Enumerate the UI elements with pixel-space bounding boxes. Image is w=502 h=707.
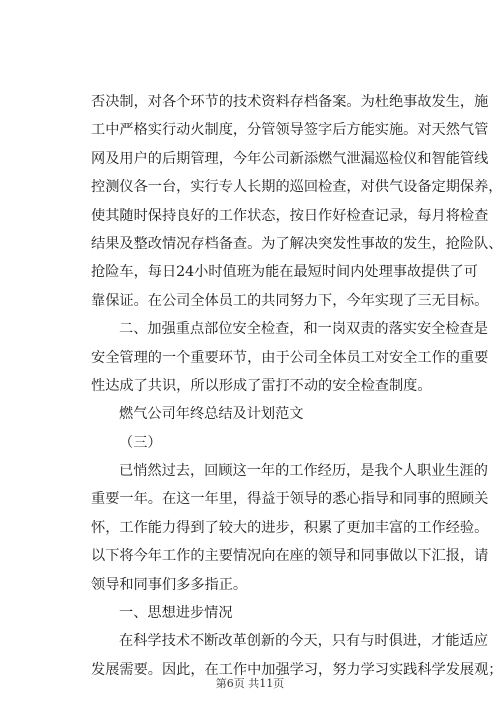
text-line: 安全管理的一个重要环节，由于公司全体员工对安全工作的重要 bbox=[91, 349, 489, 366]
text-line: 燃气公司年终总结及计划范文 bbox=[119, 406, 304, 423]
text-line: 领导和同事们多多指正。 bbox=[91, 576, 248, 593]
text-line: 使其随时保持良好的工作状态，按日作好检查记录，每月将检查 bbox=[91, 207, 489, 224]
text-line: 性达成了共识，所以形成了雷打不动的安全检查制度。 bbox=[91, 377, 432, 394]
text-line: 靠保证。在公司全体员工的共同努力下，今年实现了三无目标。 bbox=[91, 292, 489, 309]
page-footer: 第6页 共11页 bbox=[215, 677, 285, 690]
text-line: 重要一年。在这一年里，得益于领导的悉心指导和同事的照顾关 bbox=[91, 491, 489, 508]
text-line: 控测仪各一台，实行专人长期的巡回检查，对供气设备定期保养， bbox=[91, 179, 502, 196]
text-line: 否决制，对各个环节的技术资料存档备案。为杜绝事故发生，施 bbox=[91, 94, 489, 110]
text-line: 抢险车，每日24小时值班为能在最短时间内处理事故提供了可 bbox=[91, 264, 478, 281]
text-line: 发展需要。因此，在工作中加强学习，努力学习实践科学发展观； bbox=[91, 661, 502, 678]
text-line: 怀，工作能力得到了较大的进步，积累了更加丰富的工作经验。 bbox=[91, 519, 489, 536]
text-line: 以下将今年工作的主要情况向在座的领导和同事做以下汇报，请 bbox=[91, 548, 489, 565]
text-line: 已悄然过去，回顾这一年的工作经历，是我个人职业生涯的 bbox=[119, 463, 488, 480]
document-body bbox=[91, 88, 502, 684]
text-line: 一、思想进步情况 bbox=[119, 605, 233, 622]
text-line: （三） bbox=[119, 434, 162, 451]
text-line: 工中严格实行动火制度，分管领导签字后方能实施。对天然气管 bbox=[91, 122, 489, 139]
text-line: 二、加强重点部位安全检查，和一岗双责的落实安全检查是 bbox=[119, 321, 488, 338]
text-line: 网及用户的后期管理，今年公司新添燃气泄漏巡检仪和智能管线 bbox=[91, 150, 489, 167]
text-line: 结果及整改情况存档备查。为了解决突发性事故的发生，抢险队、 bbox=[91, 235, 502, 252]
text-line: 在科学技术不断改革创新的今天，只有与时俱进，才能适应 bbox=[119, 633, 488, 650]
